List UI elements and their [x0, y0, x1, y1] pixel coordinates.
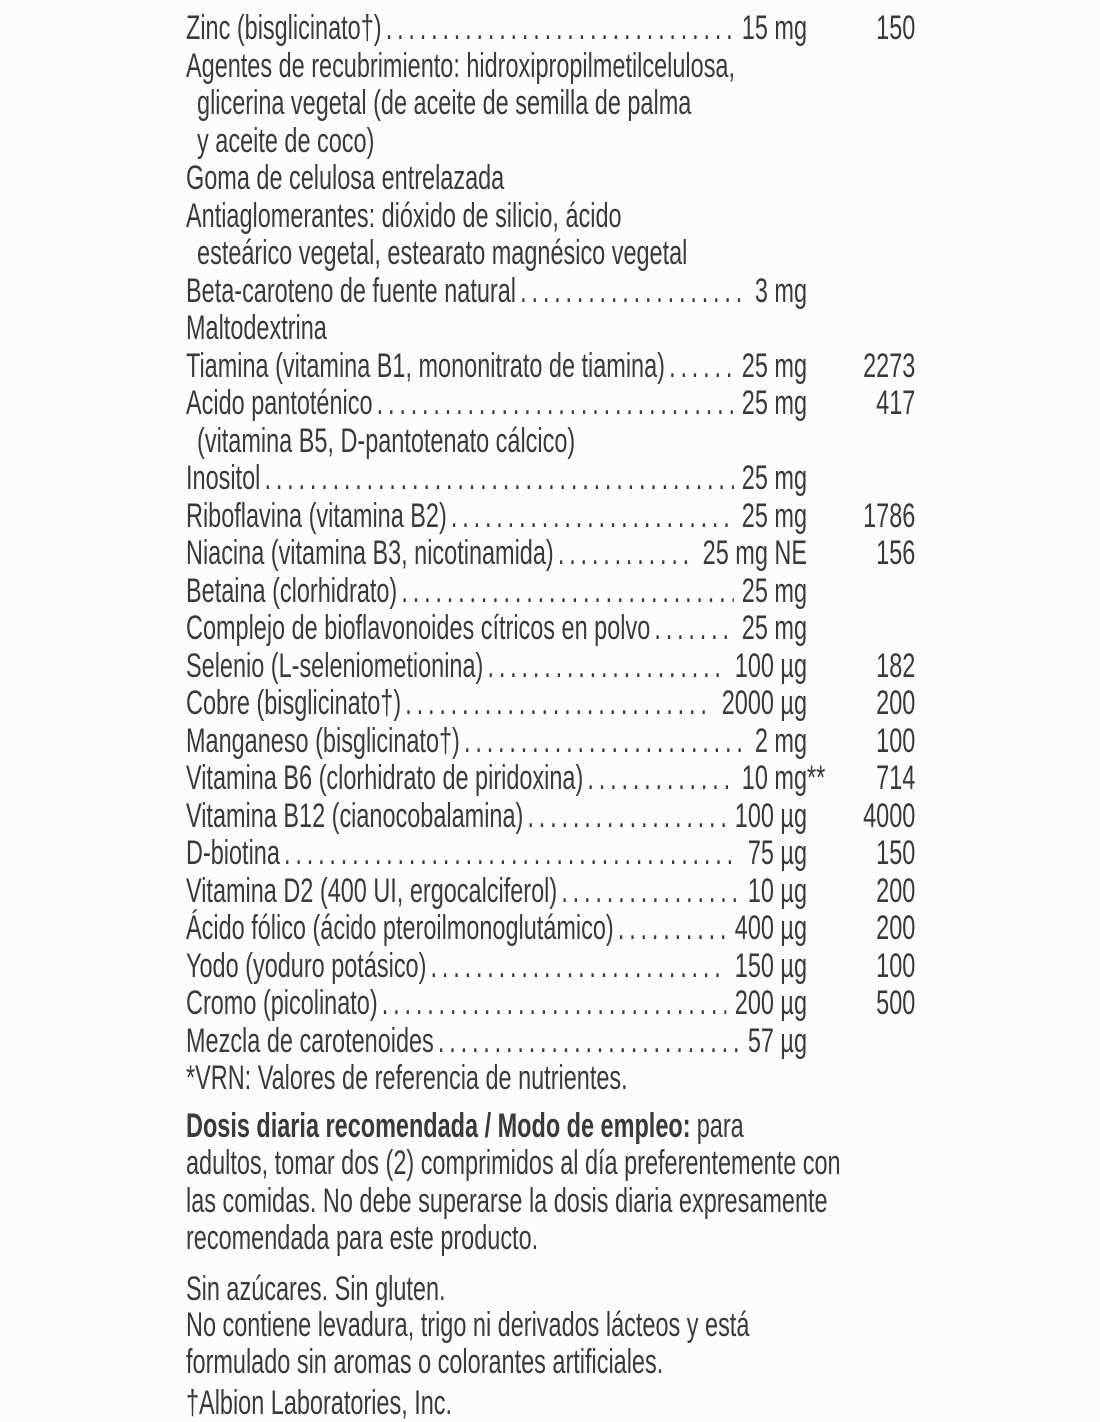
table-row-main — [186, 685, 807, 723]
dot-leader — [669, 348, 733, 386]
ingredient-amount — [735, 573, 807, 611]
table-row-main — [186, 648, 807, 686]
table-row-main — [186, 348, 807, 386]
table-row-main — [186, 759, 826, 798]
table-row-main — [186, 948, 807, 986]
table-row — [186, 948, 915, 986]
ingredient-name: Vitamina D2 (400 UI, ergocalciferol) — [186, 871, 558, 910]
ingredient-amount — [741, 835, 807, 873]
ingredient-name: Complejo de bioflavonoides cítricos en polvo — [186, 609, 651, 647]
dosage-heading-line — [186, 1108, 915, 1146]
ingredient-vrn-percent: 156 — [876, 534, 916, 572]
ingredient-name: Beta-caroteno de fuente natural — [186, 271, 516, 310]
table-row — [186, 385, 915, 423]
ingredient-name: Antiaglomerantes: dióxido de silicio, ácido — [186, 196, 622, 235]
ingredient-vrn-percent — [807, 573, 915, 611]
ingredient-name: glicerina vegetal (de aceite de semilla de palma — [197, 84, 692, 122]
ingredient-amount — [728, 985, 807, 1023]
ingredient-name: Inositol — [186, 459, 261, 497]
ingredient-name: Selenio (L-seleniometionina) — [186, 646, 484, 685]
table-row-main — [186, 460, 807, 498]
table-row — [186, 123, 915, 161]
ingredient-name: (vitamina B5, D-pantotenato cálcico) — [197, 421, 576, 460]
ingredient-amount — [748, 723, 807, 761]
dosage-line: adultos, tomar dos (2) comprimidos al día preferentemente con — [186, 1144, 841, 1182]
ingredient-amount-value: 100 µg — [734, 646, 807, 685]
ingredient-vrn-percent: 2273 — [863, 346, 916, 385]
ingredient-name: Cromo (picolinato) — [186, 984, 378, 1022]
ingredient-name: Tiamina (vitamina B1, mononitrato de tiamina) — [186, 346, 665, 385]
table-row — [186, 235, 915, 273]
ingredient-amount-value: 10 mg — [741, 759, 807, 797]
dot-leader — [284, 835, 740, 873]
dosage-line: las comidas. No debe superarse la dosis diaria expresamente — [186, 1181, 828, 1220]
table-row — [186, 423, 915, 461]
ingredient-amount — [728, 948, 807, 986]
ingredient-amount-value: 100 µg — [734, 796, 807, 835]
ingredient-name: Zinc (bisglicinato†) — [186, 9, 382, 47]
table-row-main — [186, 910, 807, 948]
dot-leader — [587, 760, 733, 798]
vrn-footnote: *VRN: Valores de referencia de nutrientes. — [186, 1059, 628, 1097]
dosage-paragraph — [186, 1108, 915, 1258]
ingredient-amount-value: 25 mg NE — [702, 534, 807, 572]
ingredient-vrn-percent: 100 — [876, 946, 916, 985]
ingredient-amount-value: 15 mg — [741, 9, 807, 47]
table-row — [186, 460, 915, 498]
ingredient-name: Maltodextrina — [186, 309, 327, 347]
ingredient-vrn-percent — [807, 460, 915, 498]
table-row-main — [186, 123, 374, 161]
ingredient-amount — [728, 798, 807, 836]
ingredient-amount — [735, 348, 807, 386]
table-row — [186, 573, 915, 611]
table-row-main — [186, 535, 807, 573]
ingredient-amount — [735, 10, 807, 48]
table-row — [186, 610, 915, 648]
ingredient-amount — [748, 273, 807, 311]
dot-leader — [451, 498, 734, 536]
table-row — [186, 160, 915, 198]
ingredient-amount-value: 200 µg — [734, 984, 807, 1022]
table-row-main — [186, 10, 807, 48]
dot-leader — [264, 460, 733, 498]
table-row — [186, 85, 915, 123]
ingredient-name: Acido pantoténico — [186, 384, 373, 422]
table-row — [186, 1023, 915, 1061]
ingredient-vrn-percent: 150 — [876, 9, 916, 47]
ingredient-vrn-percent: 200 — [876, 871, 916, 910]
table-row — [186, 535, 915, 573]
ingredient-name: Yodo (yoduro potásico) — [186, 946, 427, 985]
ingredient-amount — [715, 685, 807, 723]
table-row — [186, 873, 915, 911]
ingredient-amount — [735, 759, 826, 798]
ingredient-name: Vitamina B6 (clorhidrato de piridoxina) — [186, 759, 584, 797]
table-row-main — [186, 235, 687, 273]
note-line: Sin azúcares. Sin gluten. — [186, 1269, 446, 1308]
table-row — [186, 760, 915, 798]
dot-leader — [438, 1023, 740, 1061]
dot-leader — [618, 910, 727, 948]
ingredient-name: Mezcla de carotenoides — [186, 1021, 434, 1060]
ingredient-amount-value: 75 µg — [747, 834, 807, 872]
dosage-heading-rest: para — [696, 1106, 744, 1145]
ingredients-table — [186, 10, 915, 1060]
ingredient-amount — [741, 873, 807, 911]
albion-footnote: †Albion Laboratories, Inc. — [186, 1384, 453, 1422]
table-row-main — [186, 985, 807, 1023]
table-row — [186, 685, 915, 723]
table-row — [186, 198, 915, 236]
table-row — [186, 648, 915, 686]
ingredient-vrn-percent: 200 — [876, 909, 916, 947]
ingredient-amount-value: 3 mg — [754, 271, 807, 310]
ingredient-amount — [735, 385, 807, 423]
dot-leader — [386, 10, 734, 48]
dot-leader — [487, 648, 726, 686]
dot-leader — [377, 385, 734, 423]
table-row — [186, 273, 915, 311]
table-row — [186, 835, 915, 873]
ingredient-amount-value: 150 µg — [734, 946, 807, 985]
ingredient-vrn-percent: 500 — [876, 984, 916, 1022]
label-content — [186, 10, 915, 1422]
dot-leader — [527, 798, 726, 836]
dosage-line: recomendada para este producto. — [186, 1219, 539, 1257]
ingredient-amount-value: 10 µg — [747, 871, 807, 910]
ingredient-amount-value: 2 mg — [754, 721, 807, 760]
dot-leader — [520, 273, 746, 311]
table-row-main — [186, 798, 807, 836]
ingredient-vrn-percent: 100 — [876, 721, 916, 760]
note-line: No contiene levadura, trigo ni derivados lácteos y está — [186, 1306, 750, 1344]
ingredient-name: Niacina (vitamina B3, nicotinamida) — [186, 534, 554, 572]
table-row — [186, 985, 915, 1023]
table-row-main — [186, 385, 807, 423]
dot-leader — [464, 723, 747, 761]
table-row — [186, 310, 915, 348]
ingredient-vrn-percent: 1786 — [863, 496, 916, 535]
ingredient-amount — [735, 498, 807, 536]
table-row-main — [186, 423, 575, 461]
ingredient-amount — [735, 460, 807, 498]
table-row-main — [186, 498, 807, 536]
table-row-main — [186, 273, 807, 311]
ingredient-name: Vitamina B12 (cianocobalamina) — [186, 796, 524, 835]
note-line: formulado sin aromas o colorantes artificiales. — [186, 1342, 664, 1381]
table-row-main — [186, 723, 807, 761]
ingredient-amount-value: 25 mg — [741, 459, 807, 497]
ingredient-amount-suffix: ** — [807, 759, 826, 797]
ingredient-name: Ácido fólico (ácido pteroilmonoglutámico) — [186, 909, 614, 947]
ingredient-amount — [735, 610, 807, 648]
ingredient-amount-value: 400 µg — [734, 909, 807, 947]
ingredient-amount-value: 2000 µg — [721, 684, 807, 722]
albion-footnote-block — [186, 1385, 915, 1422]
ingredient-vrn-percent — [807, 610, 915, 648]
table-row-main — [186, 198, 622, 236]
ingredient-vrn-percent: 417 — [876, 384, 916, 422]
table-row — [186, 498, 915, 536]
dot-leader — [561, 873, 739, 911]
table-row — [186, 798, 915, 836]
ingredient-vrn-percent: 714 — [876, 759, 916, 797]
ingredient-name: y aceite de coco) — [197, 121, 375, 160]
ingredient-name: Riboflavina (vitamina B2) — [186, 496, 447, 535]
dot-leader — [558, 535, 695, 573]
ingredient-amount-value: 25 mg — [741, 571, 807, 610]
ingredient-amount-value: 25 mg — [741, 384, 807, 422]
ingredient-vrn-percent — [807, 273, 915, 311]
ingredient-name: Agentes de recubrimiento: hidroxipropilmetilcelulosa, — [186, 46, 735, 85]
table-row-main — [186, 873, 807, 911]
ingredient-vrn-percent: 150 — [876, 834, 916, 872]
table-row — [186, 910, 915, 948]
ingredient-name: Cobre (bisglicinato†) — [186, 684, 402, 722]
dosage-heading: Dosis diaria recomendada / Modo de empleo: — [186, 1106, 691, 1145]
ingredient-name: esteárico vegetal, estearato magnésico vegetal — [197, 234, 688, 272]
ingredient-amount — [741, 1023, 807, 1061]
table-row — [186, 10, 915, 48]
ingredient-amount-value: 25 mg — [741, 609, 807, 647]
table-row-main — [186, 835, 807, 873]
ingredient-vrn-percent: 182 — [876, 646, 916, 685]
ingredient-vrn-percent — [807, 1023, 915, 1061]
dot-leader — [431, 948, 727, 986]
ingredient-amount — [696, 535, 807, 573]
table-row-main — [186, 310, 327, 348]
ingredient-amount-value: 57 µg — [747, 1021, 807, 1060]
dot-leader — [405, 685, 713, 723]
ingredient-name: Manganeso (bisglicinato†) — [186, 721, 460, 760]
table-row-main — [186, 85, 691, 123]
ingredient-name: D-biotina — [186, 834, 280, 872]
dot-leader — [654, 610, 733, 648]
table-row — [186, 48, 915, 86]
table-row-main — [186, 160, 504, 198]
allergen-notes — [186, 1271, 915, 1381]
ingredient-amount — [728, 648, 807, 686]
table-row-main — [186, 48, 735, 86]
ingredient-vrn-percent: 4000 — [863, 796, 916, 835]
ingredient-amount-value: 25 mg — [741, 496, 807, 535]
ingredient-amount-value: 25 mg — [741, 346, 807, 385]
dot-leader — [401, 573, 733, 611]
ingredient-name: Betaina (clorhidrato) — [186, 571, 398, 610]
table-row-main — [186, 573, 807, 611]
table-row-main — [186, 1023, 807, 1061]
table-row — [186, 348, 915, 386]
table-row-main — [186, 610, 807, 648]
ingredient-amount — [728, 910, 807, 948]
table-row — [186, 723, 915, 761]
ingredient-vrn-percent: 200 — [876, 684, 916, 722]
ingredient-name: Goma de celulosa entrelazada — [186, 159, 505, 197]
dot-leader — [382, 985, 727, 1023]
